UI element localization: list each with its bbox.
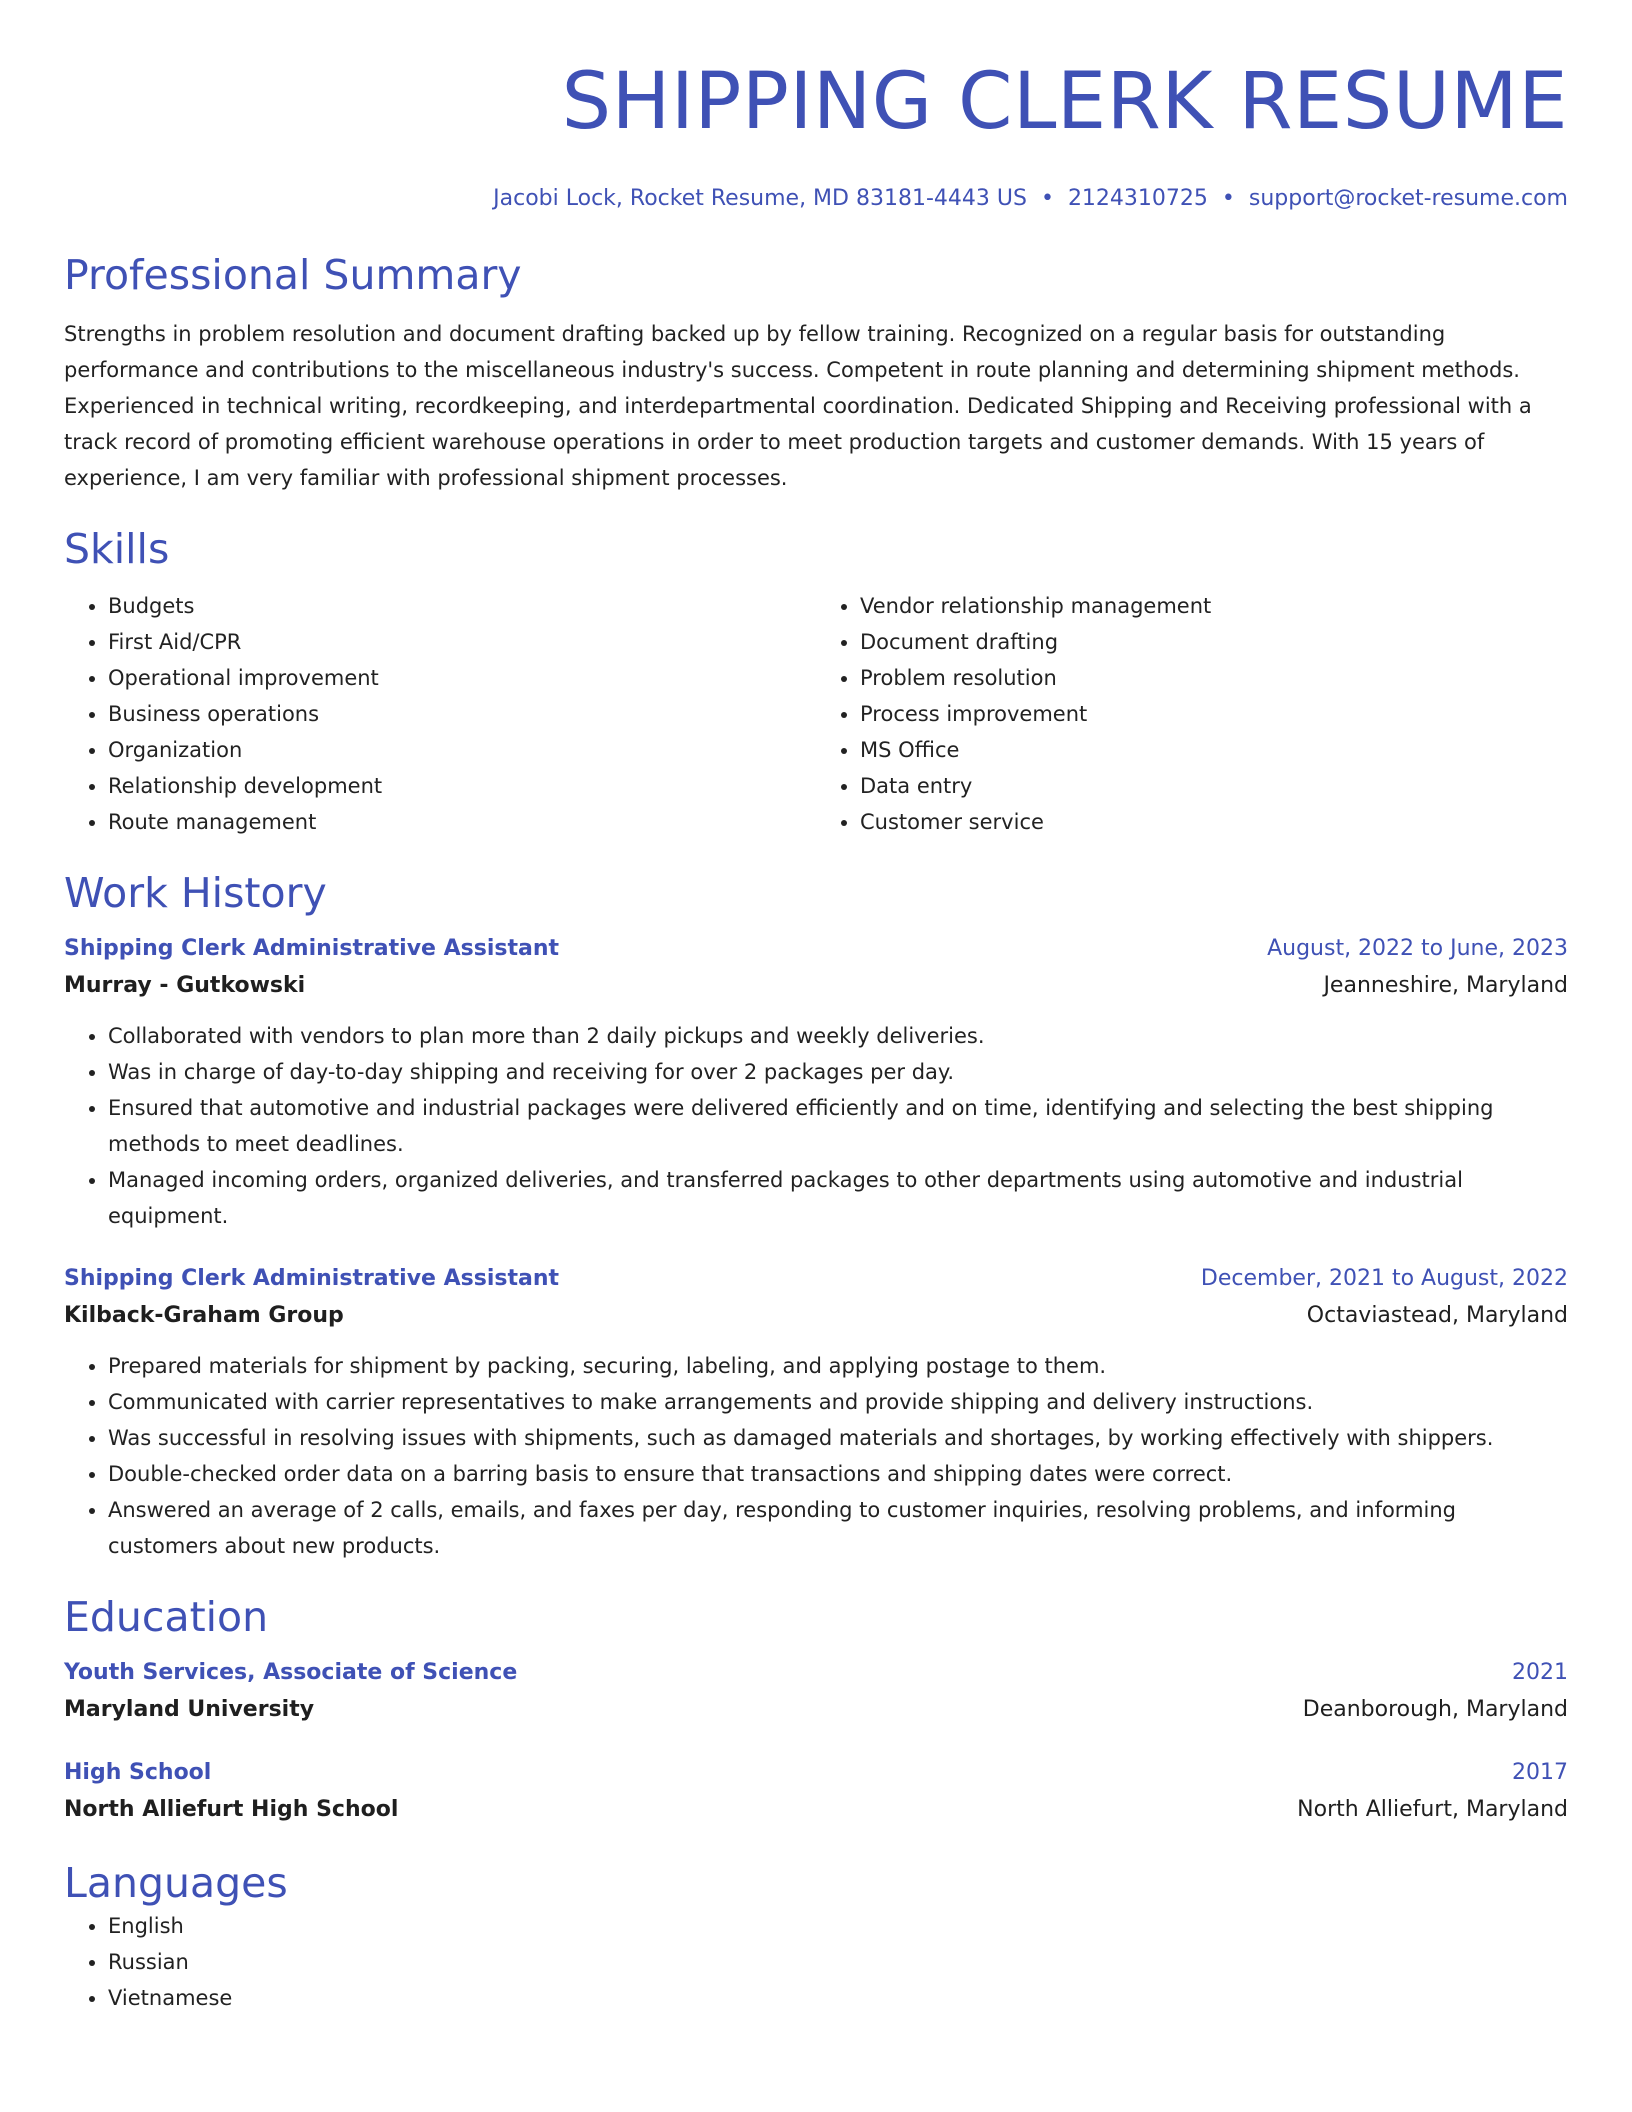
skill-item: • Budgets <box>108 588 816 624</box>
skill-item: • Business operations <box>108 696 816 732</box>
languages-section <box>64 1858 1568 2016</box>
skill-item: • Operational improvement <box>108 660 816 696</box>
summary-heading: Professional Summary <box>64 251 522 299</box>
summary-text: Strengths in problem resolution and document drafting backed up by fellow training. Recognized on a regular basis for outstanding performance and contributions to the miscellaneous industry's success. Competent in route planning and determining shipment methods. Experienced in technical writing, recordkeeping, and interdepartmental coordination. Dedicated Shipping and Receiving professional with a track record of promoting efficient warehouse operations in order to meet production targets and customer demands. With 15 years of experience, I am very familiar with professional shipment processes. <box>64 322 1532 490</box>
skills-list-right <box>816 588 1568 840</box>
skills-heading: Skills <box>64 525 170 573</box>
job-location: Jeanneshire, Maryland <box>1323 973 1568 998</box>
skill-item: • Process improvement <box>860 696 1568 732</box>
job-bullet: • Was in charge of day-to-day shipping and receiving for over 2 packages per day. <box>108 1054 1568 1090</box>
skill-item: • Document drafting <box>860 624 1568 660</box>
skill-item: • MS Office <box>860 732 1568 768</box>
skill-item: • Vendor relationship management <box>860 588 1568 624</box>
job-company-row <box>64 966 1568 1006</box>
education-year: 2021 <box>1512 1660 1568 1685</box>
work-history-section <box>64 868 1568 1564</box>
education-section <box>64 1592 1568 1830</box>
language-item: • English <box>108 1908 1568 1944</box>
education-entry <box>64 1756 1568 1830</box>
education-entry <box>64 1656 1568 1730</box>
job-dates: December, 2021 to August, 2022 <box>1200 1266 1568 1291</box>
education-degree-row <box>64 1656 1568 1690</box>
job-entry <box>64 932 1568 1234</box>
job-dates: August, 2022 to June, 2023 <box>1267 936 1568 961</box>
job-title-row <box>64 932 1568 966</box>
job-bullet: • Ensured that automotive and industrial packages were delivered efficiently and on time, identifying and selecting the best shipping methods to meet deadlines. <box>108 1090 1568 1162</box>
education-school-row <box>64 1790 1568 1830</box>
job-company: Kilback-Graham Group <box>64 1303 344 1328</box>
skill-item: • Relationship development <box>108 768 816 804</box>
contact-phone: 2124310725 <box>1067 186 1208 211</box>
languages-heading: Languages <box>64 1859 288 1907</box>
education-degree: High School <box>64 1760 212 1785</box>
job-title-row <box>64 1262 1568 1296</box>
job-bullet: • Collaborated with vendors to plan more than 2 daily pickups and weekly deliveries. <box>108 1018 1568 1054</box>
contact-line <box>64 184 1568 214</box>
skills-section <box>64 524 1568 840</box>
education-heading: Education <box>64 1593 269 1641</box>
skill-item: • Problem resolution <box>860 660 1568 696</box>
skills-grid <box>64 588 1568 840</box>
education-degree-row <box>64 1756 1568 1790</box>
education-degree: Youth Services, Associate of Science <box>64 1660 518 1685</box>
contact-address: Jacobi Lock, Rocket Resume, MD 83181-4443 US <box>493 186 1027 211</box>
job-bullet: • Communicated with carrier representatives to make arrangements and provide shipping and delivery instructions. <box>108 1384 1568 1420</box>
education-school: North Alliefurt High School <box>64 1797 399 1822</box>
job-bullet: • Managed incoming orders, organized deliveries, and transferred packages to other departments using automotive and industrial equipment. <box>108 1162 1568 1234</box>
resume-title: SHIPPING CLERK RESUME <box>561 57 1568 147</box>
languages-list <box>64 1908 1568 2016</box>
skill-item: • First Aid/CPR <box>108 624 816 660</box>
contact-separator: • <box>1221 186 1235 211</box>
job-bullet: • Was successful in resolving issues with shipments, such as damaged materials and shortages, by working effectively with shippers. <box>108 1420 1568 1456</box>
skill-item: • Data entry <box>860 768 1568 804</box>
contact-separator: • <box>1040 186 1054 211</box>
job-company-row <box>64 1296 1568 1336</box>
job-entry <box>64 1262 1568 1564</box>
education-year: 2017 <box>1512 1760 1568 1785</box>
job-company: Murray - Gutkowski <box>64 973 306 998</box>
summary-section <box>64 250 1568 496</box>
skills-list-left <box>64 588 816 840</box>
job-location: Octaviastead, Maryland <box>1306 1303 1568 1328</box>
education-school: Maryland University <box>64 1697 315 1722</box>
skill-item: • Customer service <box>860 804 1568 840</box>
education-school-row <box>64 1690 1568 1730</box>
job-bullet: • Prepared materials for shipment by packing, securing, labeling, and applying postage to them. <box>108 1348 1568 1384</box>
education-location: North Alliefurt, Maryland <box>1297 1797 1568 1822</box>
work-history-heading: Work History <box>64 869 327 917</box>
skill-item: • Route management <box>108 804 816 840</box>
language-item: • Russian <box>108 1944 1568 1980</box>
job-bullet: • Answered an average of 2 calls, emails, and faxes per day, responding to customer inquiries, resolving problems, and informing customers about new products. <box>108 1492 1568 1564</box>
job-title: Shipping Clerk Administrative Assistant <box>64 936 560 961</box>
job-bullets <box>64 1018 1568 1234</box>
job-bullets <box>64 1348 1568 1564</box>
skill-item: • Organization <box>108 732 816 768</box>
job-title: Shipping Clerk Administrative Assistant <box>64 1266 560 1291</box>
language-item: • Vietnamese <box>108 1980 1568 2016</box>
job-bullet: • Double-checked order data on a barring basis to ensure that transactions and shipping dates were correct. <box>108 1456 1568 1492</box>
contact-email: support@rocket-resume.com <box>1248 186 1568 211</box>
education-location: Deanborough, Maryland <box>1302 1697 1568 1722</box>
